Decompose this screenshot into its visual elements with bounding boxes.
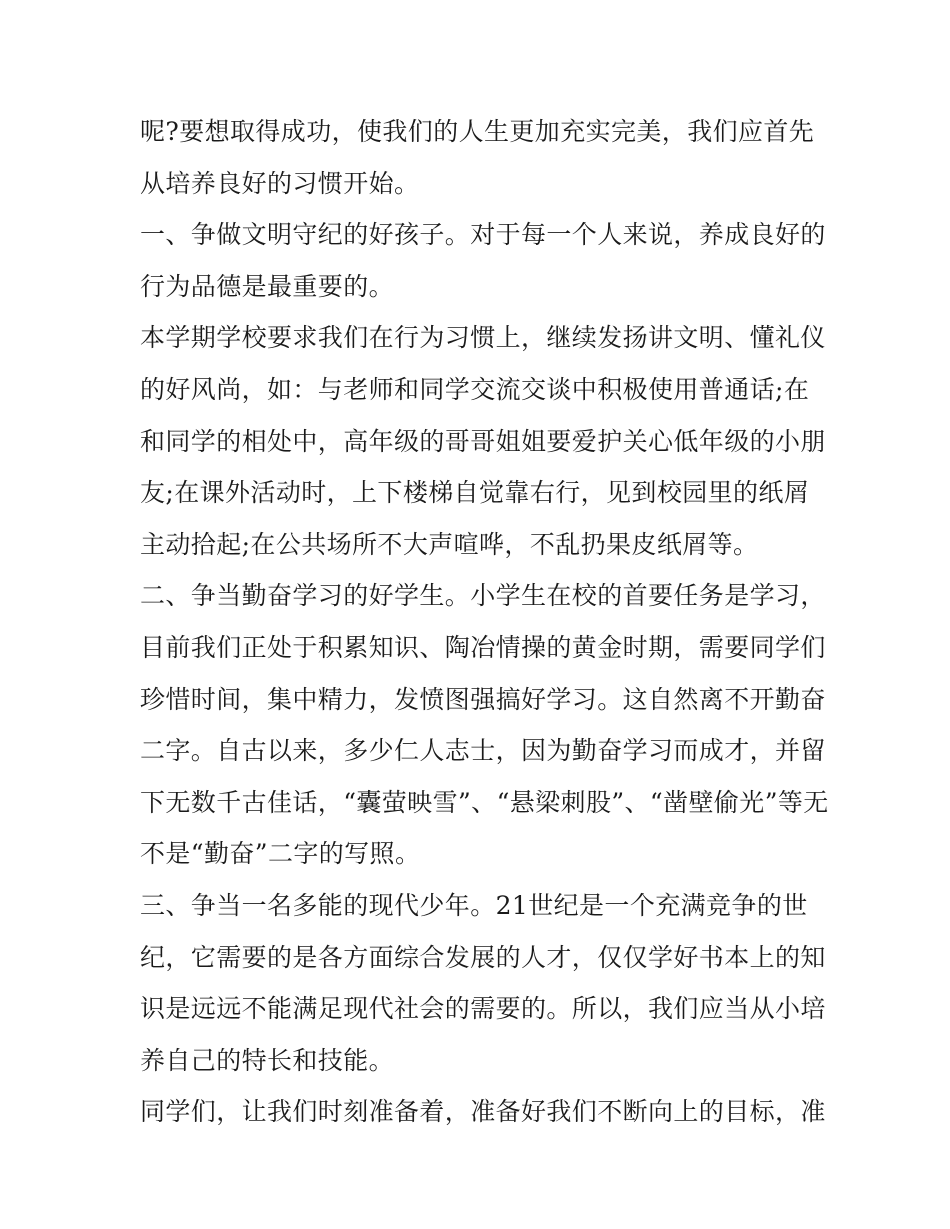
document-body bbox=[140, 106, 829, 1138]
text-line: 下无数千古佳话，“囊萤映雪”、“悬梁刺股”、“凿壁偷光”等无 bbox=[140, 787, 829, 817]
text-line: 识是远远不能满足现代社会的需要的。所以，我们应当从小培 bbox=[140, 994, 826, 1024]
text-line: 行为品德是最重要的。 bbox=[140, 271, 395, 301]
text-line: 友;在课外活动时，上下楼梯自觉靠右行，见到校园里的纸屑 bbox=[140, 478, 810, 508]
text-line: 从培养良好的习惯开始。 bbox=[140, 168, 420, 198]
text-line: 二字。自古以来，多少仁人志士，因为勤奋学习而成才，并留 bbox=[140, 736, 826, 766]
text-line: 珍惜时间，集中精力，发愤图强搞好学习。这自然离不开勤奋 bbox=[140, 684, 826, 714]
text-line: 二、争当勤奋学习的好学生。小学生在校的首要任务是学习， bbox=[140, 581, 826, 611]
text-line: 目前我们正处于积累知识、陶冶情操的黄金时期，需要同学们 bbox=[140, 632, 826, 662]
text-line: 一、争做文明守纪的好孩子。对于每一个人来说，养成良好的 bbox=[140, 220, 826, 250]
text-line: 养自己的特长和技能。 bbox=[140, 1045, 395, 1075]
text-line: 主动拾起;在公共场所不大声喧哗，不乱扔果皮纸屑等。 bbox=[140, 529, 759, 559]
text-line: 纪，它需要的是各方面综合发展的人才，仅仅学好书本上的知 bbox=[140, 942, 826, 972]
text-line: 不是“勤奋”二字的写照。 bbox=[140, 839, 421, 869]
text-line: 本学期学校要求我们在行为习惯上，继续发扬讲文明、懂礼仪 bbox=[140, 323, 826, 353]
text-line: 和同学的相处中，高年级的哥哥姐姐要爱护关心低年级的小朋 bbox=[140, 426, 826, 456]
text-line: 呢?要想取得成功，使我们的人生更加充实完美，我们应首先 bbox=[140, 117, 815, 146]
text-line: 同学们，让我们时刻准备着，准备好我们不断向上的目标，准 bbox=[140, 1097, 826, 1127]
text-line: 三、争当一名多能的现代少年。21世纪是一个充满竞争的世 bbox=[140, 890, 808, 920]
text-line: 的好风尚，如：与老师和同学交流交谈中积极使用普通话;在 bbox=[140, 374, 810, 404]
